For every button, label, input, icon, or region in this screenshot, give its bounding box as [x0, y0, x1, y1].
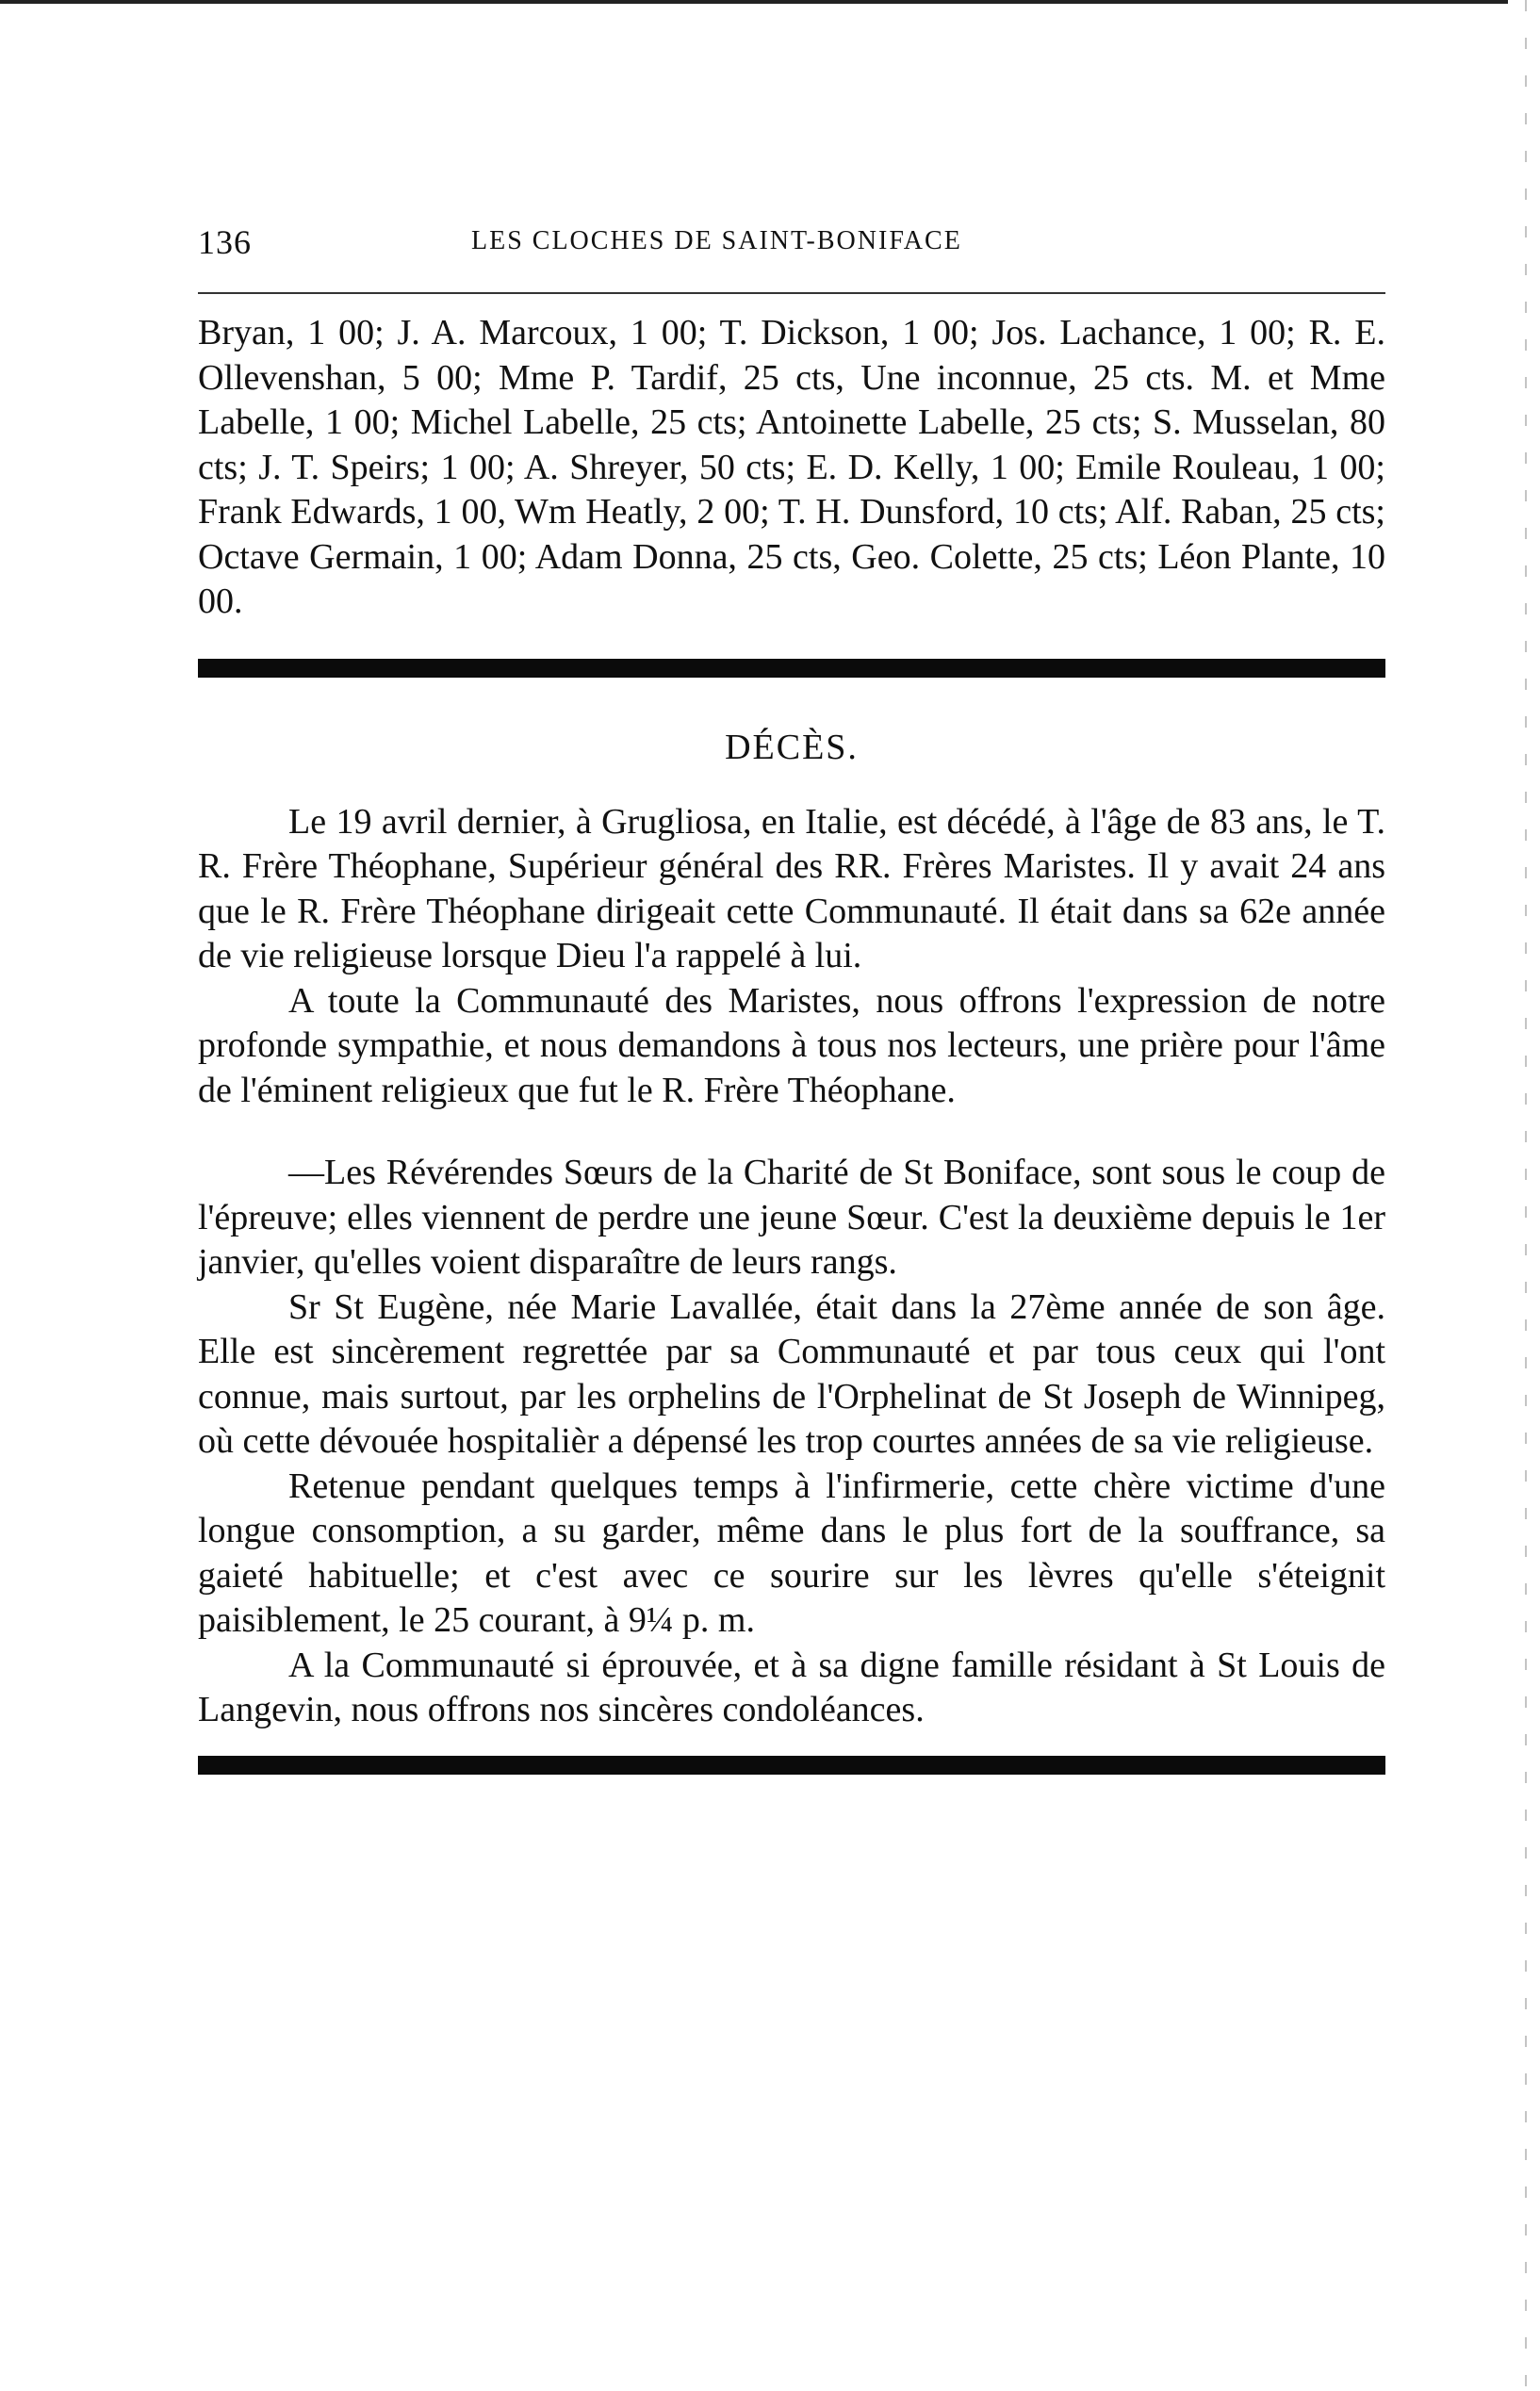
- paragraph-gap: [198, 1113, 1385, 1151]
- deces-paragraph-6: A la Communauté si éprouvée, et à sa digne famille résidant à St Louis de Langevin, nous offrons nos sincères condoléances.: [198, 1645, 1385, 1729]
- book-page: [198, 222, 1385, 1775]
- running-head: [198, 222, 1385, 270]
- section-title-deces: DÉCÈS.: [725, 727, 859, 767]
- deces-paragraph-5: Retenue pendant quelques temps à l'infirmerie, cette chère victime d'une longue consomption, a su garder, même dans le plus fort de la souffrance, sa gaieté habituelle; et c'est avec ce sourire sur les lèvres qu'elle s'éteignit paisiblement, le 25 courant, à 9¼ p. m.: [198, 1466, 1385, 1640]
- subscription-list: Bryan, 1 00; J. A. Marcoux, 1 00; T. Dickson, 1 00; Jos. Lachance, 1 00; R. E. Ollevenshan, 5 00; Mme P. Tardif, 25 cts, Une inconnue, 25 cts. M. et Mme Labelle, 1 00; Michel Labelle, 25 cts; Antoinette Labelle, 25 cts; S. Musselan, 80 cts; J. T. Speirs; 1 00; A. Shreyer, 50 cts; E. D. Kelly, 1 00; Emile Rouleau, 1 00; Frank Edwards, 1 00, Wm Heatly, 2 00; T. H. Dunsford, 10 cts; Alf. Raban, 25 cts; Octave Germain, 1 00; Adam Donna, 25 cts, Geo. Colette, 25 cts; Léon Plante, 10 00.: [198, 313, 1385, 621]
- deces-paragraph-4: Sr St Eugène, née Marie Lavallée, était dans la 27ème année de son âge. Elle est sincèrement regrettée par sa Communauté et par tous ceux qui l'ont connue, mais surtout, par les orphelins de l'Orphelinat de St Joseph de Winnipeg, où cette dévouée hospitalièr a dépensé les trop courtes années de sa vie religieuse.: [198, 1286, 1385, 1461]
- page-number: 136: [198, 223, 252, 261]
- deces-paragraph-1: Le 19 avril dernier, à Grugliosa, en Italie, est décédé, à l'âge de 83 ans, le T. R. Frère Théophane, Supérieur général des RR. Frères Maristes. Il y avait 24 ans que le R. Frère Théophane dirigeait cette Communauté. Il était dans sa 62e année de vie religieuse lorsque Dieu l'a rappelé à lui.: [198, 801, 1385, 975]
- scan-right-edge: [1525, 0, 1527, 2391]
- header-rule: [198, 292, 1385, 294]
- deces-paragraph-3: —Les Révérendes Sœurs de la Charité de St Boniface, sont sous le coup de l'épreuve; elles viennent de perdre une jeune Sœur. C'est la deuxième depuis le 1er janvier, qu'elles voient disparaître de leurs rangs.: [198, 1153, 1385, 1282]
- bottom-divider: [198, 1756, 1385, 1775]
- running-title: LES CLOCHES DE SAINT-BONIFACE: [471, 226, 962, 255]
- scan-top-edge: [0, 0, 1508, 4]
- deces-paragraph-2: A toute la Communauté des Maristes, nous offrons l'expression de notre profonde sympathie, et nous demandons à tous nos lecteurs, une prière pour l'âme de l'éminent religieux que fut le R. Frère Théophane.: [198, 980, 1385, 1110]
- section-divider: [198, 659, 1385, 678]
